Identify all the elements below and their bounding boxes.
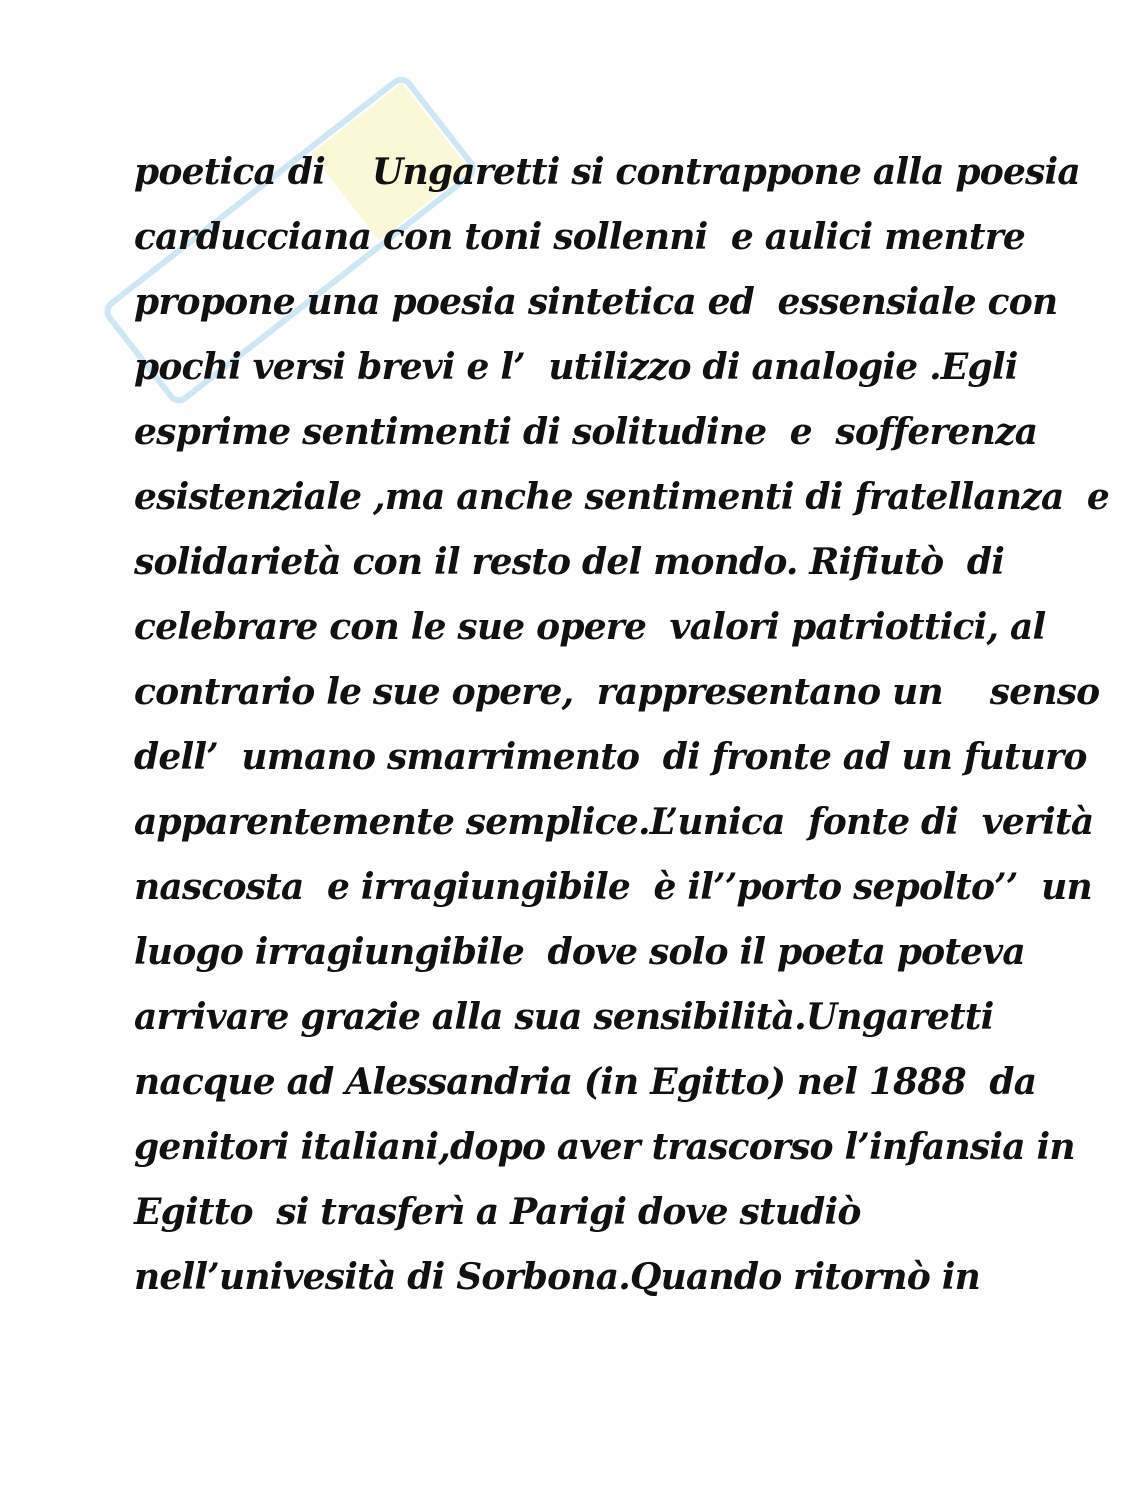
- text-line: esistenziale ,ma anche sentimenti di fratellanza e: [134, 476, 1110, 518]
- text-line: nell’univesità di Sorbona.Quando ritornò in: [134, 1256, 980, 1298]
- body-text: [134, 140, 1110, 1310]
- text-line: genitori italiani,dopo aver trascorso l’infansia in: [134, 1126, 1075, 1168]
- text-line: pochi versi brevi e l’ utilizzo di analogie .Egli: [134, 346, 1018, 388]
- text-line: solidarietà con il resto del mondo. Rifiutò di: [134, 541, 1005, 583]
- text-line: esprime sentimenti di solitudine e sofferenza: [134, 411, 1038, 453]
- text-line: celebrare con le sue opere valori patriottici, al: [134, 606, 1046, 648]
- text-line: arrivare grazie alla sua sensibilità.Ungaretti: [134, 996, 994, 1038]
- text-line: luogo irragiungibile dove solo il poeta poteva: [134, 931, 1025, 973]
- text-line: dell’ umano smarrimento di fronte ad un futuro: [134, 736, 1087, 778]
- text-line: propone una poesia sintetica ed essensiale con: [134, 281, 1058, 323]
- text-line: poetica di Ungaretti si contrappone alla poesia: [134, 151, 1080, 193]
- text-line: apparentemente semplice.L’unica fonte di verità: [134, 801, 1094, 843]
- text-line: carducciana con toni sollenni e aulici mentre: [134, 216, 1026, 258]
- text-line: nacque ad Alessandria (in Egitto) nel 1888 da: [134, 1061, 1037, 1103]
- text-line: Egitto si trasferì a Parigi dove studiò: [134, 1191, 861, 1233]
- text-line: contrario le sue opere, rappresentano un senso: [134, 671, 1100, 713]
- text-line: nascosta e irragiungibile è il’’porto sepolto’’ un: [134, 866, 1092, 908]
